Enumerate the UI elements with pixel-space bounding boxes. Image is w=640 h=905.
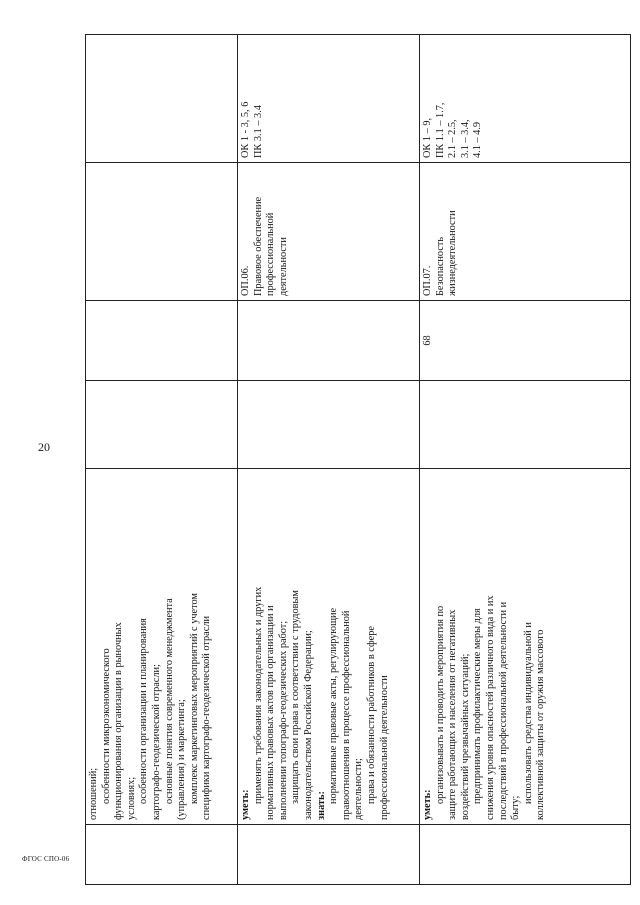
- competencies-cell: [420, 35, 631, 163]
- competencies-cell: [86, 35, 238, 163]
- content-line: особенности микроэкономического: [100, 648, 112, 804]
- required-hours-cell: 68: [420, 301, 631, 381]
- content-line: нормативные правовые акты, регулирующие: [328, 607, 340, 804]
- discipline-cell: [238, 163, 420, 301]
- content-line: выполнении топографо-геодезических работ;: [277, 620, 289, 820]
- discipline-name-line: Безопасность: [434, 236, 446, 296]
- content-line: отношений;: [88, 767, 99, 820]
- competency-line: 2.1 – 2.5,: [447, 119, 459, 158]
- content-line: быту;: [510, 795, 522, 820]
- required-hours-cell: [238, 301, 420, 381]
- discipline-cell: [86, 163, 238, 301]
- competencies-cell: [238, 35, 420, 163]
- content-line: комплекс маркетинговых мероприятий с учетом: [188, 593, 200, 804]
- content-line: (управления) и маркетинга;: [176, 699, 188, 820]
- content-line: предпринимать профилактические меры для: [472, 608, 484, 804]
- index-cell: [420, 825, 631, 885]
- competency-line: ОК 1 - 3, 5, 6: [240, 101, 251, 158]
- content-line: деятельности;: [353, 758, 365, 820]
- content-line: функционирования организации в рыночных: [113, 622, 125, 820]
- max-hours-cell: [86, 381, 238, 469]
- discipline-code: ОП.07.: [422, 265, 433, 296]
- content-cell: [86, 469, 238, 825]
- discipline-code: ОП.06.: [240, 265, 251, 296]
- content-cell: [238, 469, 420, 825]
- table-row: [420, 35, 631, 885]
- content-line: использовать средства индивидуальной и: [522, 622, 534, 804]
- index-cell: [238, 825, 420, 885]
- table-row: [238, 35, 420, 885]
- content-line: основные понятия современного менеджмента: [163, 598, 175, 804]
- competency-line: 3.1 – 3.4,: [459, 119, 471, 158]
- competency-table: [85, 34, 631, 885]
- required-hours-cell: [86, 301, 238, 381]
- content-line: правоотношения в процессе профессиональной: [340, 610, 352, 820]
- max-hours-cell: [238, 381, 420, 469]
- discipline-name-line: профессиональной: [265, 212, 277, 296]
- content-line: нормативных правовых актов при организации и: [265, 605, 277, 820]
- content-line: законодательством Российской Федерации;: [302, 630, 314, 820]
- content-line: специфики картографо-геодезической отрасли: [201, 616, 213, 820]
- table-row: [86, 35, 238, 885]
- content-line: защите работающих и населения от негативных: [447, 609, 459, 820]
- content-line: последствий в профессиональной деятельности и: [497, 601, 509, 820]
- content-line: коллективной защиты от оружия массового: [535, 629, 547, 820]
- content-line: защищать свои права в соответствии с трудовым: [290, 590, 302, 804]
- discipline-cell: [420, 163, 631, 301]
- competency-line: 4.1 – 4.9: [472, 121, 484, 158]
- discipline-name-line: Правовое обеспечение: [252, 196, 264, 296]
- content-line: права и обязанности работников в сфере: [365, 626, 377, 804]
- content-line: организовывать и проводить мероприятия по: [434, 605, 446, 804]
- content-line: картографо-геодезической отрасли;: [150, 664, 162, 820]
- content-line: снижения уровня опасностей различного вида и их: [484, 595, 496, 820]
- discipline-name-line: жизнедеятельности: [447, 210, 459, 296]
- section-heading: уметь:: [422, 789, 433, 820]
- max-hours-cell: [420, 381, 631, 469]
- index-cell: [86, 825, 238, 885]
- page-number: 20: [38, 440, 50, 454]
- content-line: особенности организации и планирования: [138, 618, 150, 804]
- section-heading: знать:: [315, 791, 327, 820]
- footer-standard-code: ФГОС СПО-06: [22, 855, 70, 863]
- content-line: воздействий чрезвычайных ситуаций;: [459, 653, 471, 820]
- content-line: применять требования законодательных и других: [252, 586, 264, 804]
- content-cell: [420, 469, 631, 825]
- content-line: условиях;: [125, 776, 137, 820]
- section-heading: уметь:: [240, 789, 251, 820]
- rotated-table-area: [85, 35, 630, 885]
- competency-line: ПК 1.1 – 1.7,: [434, 102, 446, 158]
- discipline-name-line: деятельности: [277, 237, 289, 296]
- competency-line: ОК 1 – 9,: [422, 117, 433, 158]
- content-line: профессиональной деятельности: [378, 675, 390, 820]
- competency-line: ПК 3.1 – 3.4: [252, 105, 264, 158]
